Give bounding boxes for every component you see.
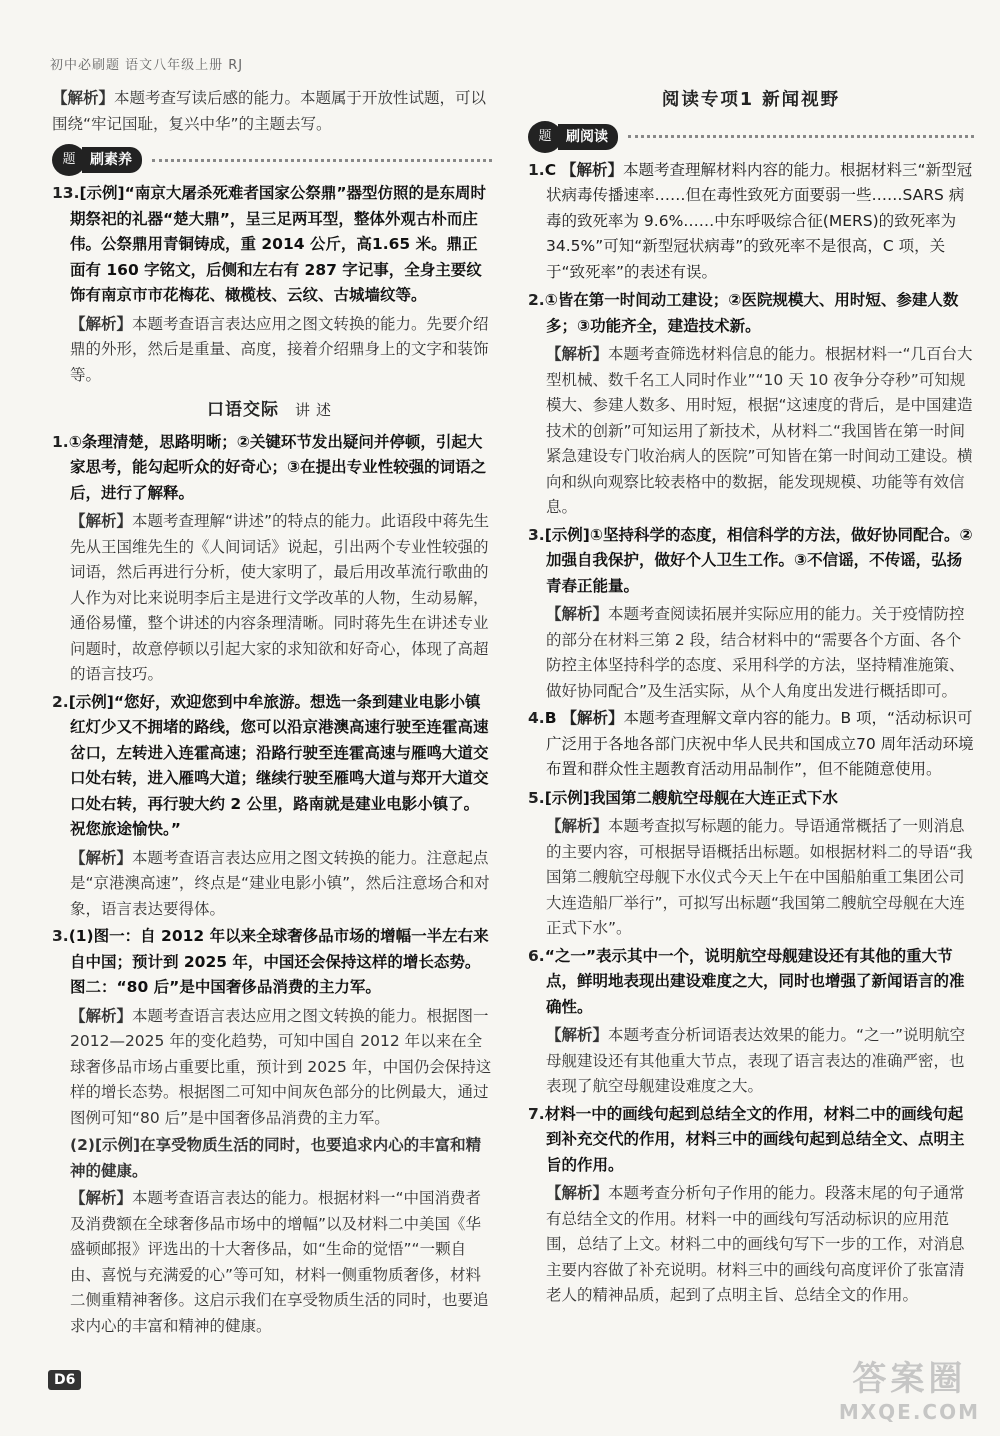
badge-label: 刷阅读	[558, 124, 618, 150]
section-badge-literacy	[52, 145, 492, 175]
oral-question-3-part-2: (2)[示例]在享受物质生活的同时，也要追求内心的丰富和精神的健康。	[70, 1136, 482, 1180]
reading-question-1: 1.C 【解析】本题考查理解材料内容的能力。根据材料三“新型冠状病毒传播速率……但在毒性致死方面要弱一些……SARS 病毒的致死率为 9.6%……中东呼吸综合征(MERS)的致死率为 34.5%”可知“新型冠状病毒”的致死率不是很高，C 项，关于“致死率”的表述有误。	[528, 160, 973, 281]
reading-question-5-explanation: 【解析】本题考查拟写标题的能力。导语通常概括了一则消息的主要内容，可根据导语概括出标题。如根据材料二的导语“我国第二艘航空母舰下水仪式今天上午在中国船舶重工集团公司大连造船厂举行”，可拟写出标题“我国第二艘航空母舰在大连正式下水”。	[546, 817, 973, 937]
watermark-line-1: 答案圈	[852, 1359, 967, 1399]
reading-question-3-explanation: 【解析】本题考查阅读拓展并实际应用的能力。关于疫情防控的部分在材料三第 2 段，结合材料中的“需要各个方面、各个防控主体坚持科学的态度、采用科学的方法，坚持精准施策、做好协同配合”及生活实际，从个人角度出发进行概括即可。	[546, 605, 965, 700]
dotted-divider	[152, 159, 492, 162]
oral-question-1: 1.①条理清楚，思路明晰；②关键环节发出疑问并停顿，引起大家思考，能勾起听众的好奇心；③在提出专业性较强的词语之后，进行了解释。	[52, 432, 487, 502]
watermark-line-2: MXQE.COM	[838, 1400, 980, 1424]
page-number: D6	[48, 1370, 81, 1390]
reading-question-3: 3.[示例]①坚持科学的态度，相信科学的方法，做好协同配合。②加强自我保护，做好个人卫生工作。③不信谣，不传谣，弘扬青春正能量。	[528, 525, 973, 595]
oral-question-3-explanation-1: 【解析】本题考查语言表达应用之图文转换的能力。根据图一 2012—2025 年的变化趋势，可知中国自 2012 年以来在全球奢侈品市场占重要比重，预计到 2025 年，中国仍会保持这样的增长态势。根据图二可知中间灰色部分的比例最大，通过图例可知“80 后”是中国奢侈品消费的主力军。	[70, 1006, 492, 1127]
reading-question-6: 6.“之一”表示其中一个，说明航空母舰建设还有其他的重大节点，鲜明地表现出建设难度之大，同时也增强了新闻语言的准确性。	[528, 946, 965, 1016]
reading-question-7-explanation: 【解析】本题考查分析句子作用的能力。段落末尾的句子通常有总结全文的作用。材料一中的画线句写活动标识的应用范围，总结了上文。材料二中的画线句写下一步的工作，对消息主要内容做了补充说明。材料三中的画线句高度评价了张富清老人的精神品质，起到了点明主旨、总结全文的作用。	[546, 1184, 965, 1304]
right-column	[528, 84, 974, 1311]
reading-question-5: 5.[示例]我国第二艘航空母舰在大连正式下水	[528, 788, 838, 807]
question-13-explanation: 【解析】本题考查语言表达应用之图文转换的能力。先要介绍鼎的外形，然后是重量、高度，接着介绍鼎身上的文字和装饰等。	[70, 314, 489, 384]
badge-icon: 题	[52, 144, 86, 176]
reading-question-7: 7.材料一中的画线句起到总结全文的作用，材料二中的画线句起到补充交代的作用，材料三中的画线句起到总结全文、点明主旨的作用。	[528, 1104, 965, 1174]
badge-icon: 题	[528, 121, 562, 153]
section-title-oral: 口语交际 讲述	[206, 400, 337, 420]
watermark	[839, 1351, 980, 1424]
section-title-reading: 阅读专项1 新闻视野	[661, 90, 841, 110]
badge-label: 刷素养	[82, 147, 142, 173]
oral-question-2: 2.[示例]“您好，欢迎您到中牟旅游。想选一条到建业电影小镇红灯少又不拥堵的路线，您可以沿京港澳高速行驶至连霍高速岔口，左转进入连霍高速；沿路行驶至连霍高速与雁鸣大道交口处右转，进入雁鸣大道；继续行驶至雁鸣大道与郑开大道交口处右转，再行驶大约 2 公里，路南就是建业电影小镇了。祝您旅途愉快。”	[52, 692, 489, 838]
question-13: 13.[示例]“南京大屠杀死难者国家公祭鼎”器型仿照的是东周时期祭祀的礼器“楚大鼎”，呈三足两耳型，整体外观古朴而庄伟。公祭鼎用青铜铸成，重 2014 公斤，高1.65 米。鼎正面有 160 字铭文，后侧和左右有 287 字记事，全身主要纹饰有南京市市花梅花、橄榄枝、云纹、古城墙纹等。	[52, 184, 487, 304]
left-column	[52, 86, 492, 1341]
dotted-divider	[628, 135, 974, 138]
oral-question-3-explanation-2: 【解析】本题考查语言表达的能力。根据材料一“中国消费者及消费额在全球奢侈品市场中的增幅”以及材料二中美国《华盛顿邮报》评选出的十大奢侈品，如“生命的觉悟”“一颗自由、喜悦与充满爱的心”等可知，材料一侧重物质奢侈，材料二侧重精神奢侈。这启示我们在享受物质生活的同时，也要追求内心的丰富和精神的健康。	[70, 1189, 489, 1335]
oral-question-2-explanation: 【解析】本题考查语言表达应用之图文转换的能力。注意起点是“京港澳高速”，终点是“建业电影小镇”，然后注意场合和对象，语言表达要得体。	[70, 848, 490, 918]
reading-question-2-explanation: 【解析】本题考查筛选材料信息的能力。根据材料一“几百台大型机械、数千名工人同时作业”“10 天 10 夜争分夺秒”可知规模大、参建人数多、用时短，根据“这速度的背后，是中国建造技术的创新”可知运用了新技术，从材料二“我国皆在第一时间紧急建设专门收治病人的医院”可知皆在第一时间动工建设。横向和纵向观察比较表格中的数据，能发现规模、功能等有效信息。	[546, 345, 973, 516]
reading-question-2: 2.①皆在第一时间动工建设；②医院规模大、用时短、参建人数多；③功能齐全，建造技术新。	[528, 291, 959, 335]
intro-explanation: 【解析】本题考查写读后感的能力。本题属于开放性试题，可以围绕“牢记国耻，复兴中华”的主题去写。	[52, 89, 487, 133]
reading-question-6-explanation: 【解析】本题考查分析词语表达效果的能力。“之一”说明航空母舰建设还有其他重大节点，表现了语言表达的准确严密，也表现了航空母舰建设难度之大。	[546, 1026, 966, 1095]
reading-question-4: 4.B 【解析】本题考查理解文章内容的能力。B 项，“活动标识可广泛用于各地各部门庆祝中华人民共和国成立70 周年活动环境布置和群众性主题教育活动用品制作”，但不能随意使用。	[528, 709, 974, 778]
oral-question-1-explanation: 【解析】本题考查理解“讲述”的特点的能力。此语段中蒋先生先从王国维先生的《人间词话》说起，引出两个专业性较强的词语，然后再进行分析，使大家明了，最后用改革流行歌曲的人作为对比来说明李后主是进行文学改革的人物，生动易解，通俗易懂，整个讲述的内容条理清晰。同时蒋先生在讲述专业问题时，故意停顿以引起大家的求知欲和好奇心，体现了高超的语言技巧。	[70, 512, 490, 683]
page-header: 初中必刷题 语文八年级上册 RJ	[50, 58, 244, 73]
section-badge-reading	[528, 122, 974, 152]
oral-question-3: 3.(1)图一：自 2012 年以来全球奢侈品市场的增幅一半左右来自中国；预计到 2025 年，中国还会保持这样的增长态势。图二：“80 后”是中国奢侈品消费的主力军。	[52, 927, 489, 996]
